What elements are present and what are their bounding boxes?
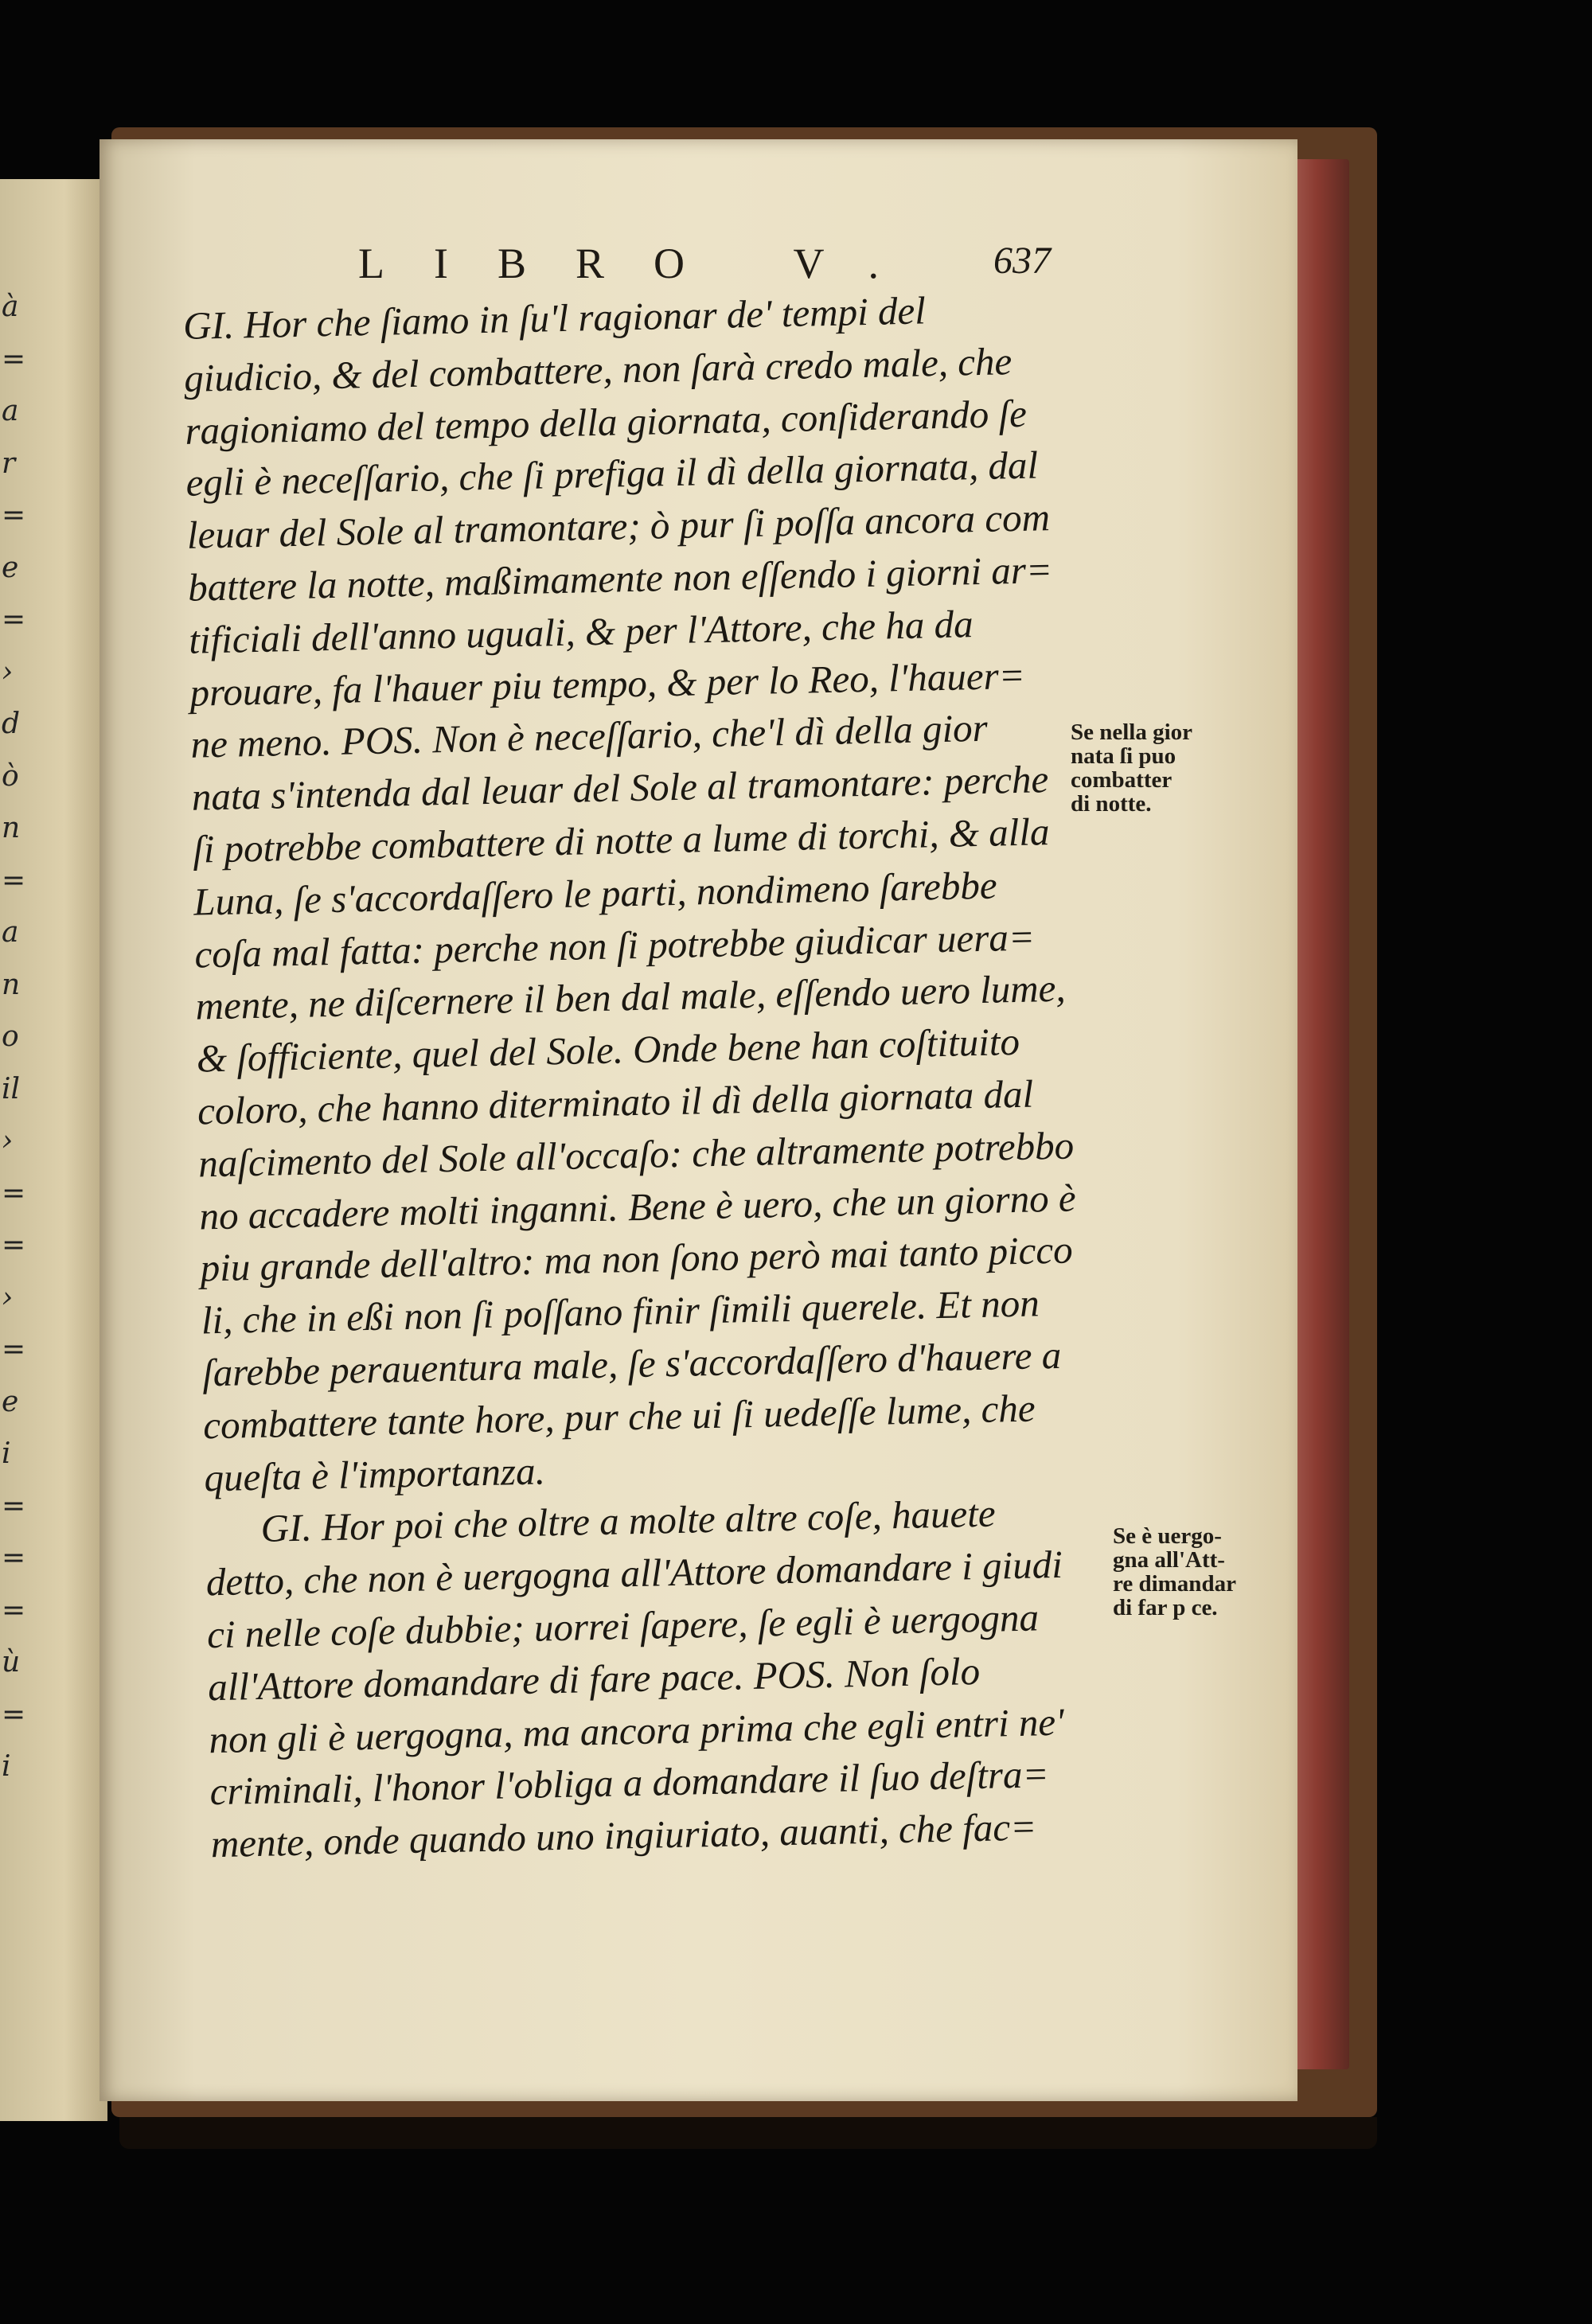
text-line: egli è neceſſario, che ſi prefiga il dì della giornata, dal: [185, 443, 1039, 505]
text-line: prouare, fa l'hauer piu tempo, & per lo Reo, l'hauer=: [189, 653, 1026, 715]
left-edge-glyph: n: [2, 968, 21, 1001]
left-edge-glyph: =: [2, 1229, 26, 1261]
text-line: non gli è uergogna, ma ancora prima che egli entri ne': [208, 1699, 1065, 1761]
text-line: giudicio, & del combattere, non ſarà credo male, che: [183, 338, 1013, 400]
text-line: mente, ne diſcernere il ben dal male, eſſendo uero lume,: [195, 966, 1067, 1028]
text-line: GI. Hor poi che oltre a molte altre coſe, hauete: [260, 1491, 997, 1551]
text-line: coloro, che hanno diterminato il dì della giornata dal: [197, 1071, 1034, 1133]
left-edge-glyph: o: [2, 1020, 19, 1053]
left-edge-glyph: =: [2, 1333, 26, 1366]
text-line: ſarebbe perauentura male, ſe s'accordaſſero d'hauere a: [201, 1332, 1062, 1395]
left-edge-glyph: =: [2, 1698, 26, 1731]
left-edge-glyph: a: [2, 916, 19, 949]
left-edge-glyph: i: [2, 1750, 11, 1783]
margin-note-line: nata ſi puo: [1071, 743, 1176, 769]
text-line: mente, onde quando uno ingiuriato, auanti, che fac=: [210, 1804, 1037, 1866]
running-title: LIBRO V.: [358, 240, 929, 287]
text-line: leuar del Sole al tramontare; ò pur ſi poſſa ancora com: [186, 495, 1051, 558]
text-line: no accadere molti inganni. Bene è uero, che un giorno è: [198, 1175, 1077, 1238]
text-line: all'Attore domandare di fare pace. POS. Non ſolo: [207, 1648, 981, 1709]
margin-note-line: re dimandar: [1113, 1571, 1236, 1597]
left-edge-glyph: il: [2, 1072, 21, 1105]
text-line: detto, che non è uergogna all'Attore domandare i giudi: [205, 1542, 1063, 1605]
left-edge-glyph: =: [2, 342, 26, 376]
text-line: Luna, ſe s'accordaſſero le parti, nondimeno ſarebbe: [193, 863, 998, 924]
text-line: ne meno. POS. Non è neceſſario, che'l dì della gior: [190, 706, 989, 767]
text-line: tificiali dell'anno uguali, & per l'Attore, che ha da: [188, 601, 974, 662]
text-line: li, che in eßi non ſi poſſano finir ſimili querele. Et non: [201, 1281, 1040, 1343]
margin-note-line: combatter: [1071, 767, 1173, 793]
text-line: ci nelle coſe dubbie; uorrei ſapere, ſe egli è uergogna: [206, 1595, 1040, 1657]
left-edge-glyph: =: [2, 1489, 26, 1523]
left-edge-glyph: r: [2, 446, 16, 480]
left-edge-glyph: =: [2, 499, 26, 532]
margin-note: [1113, 1524, 1236, 1620]
text-line: & ſofficiente, quel del Sole. Onde bene han coſtituito: [196, 1020, 1020, 1081]
left-edge-glyph: ò: [2, 759, 19, 793]
left-edge-glyph: e: [2, 551, 19, 584]
page-number: 637: [993, 240, 1051, 282]
text-line: queſta è l'importanza.: [203, 1448, 546, 1499]
text-line: combattere tante hore, pur che ui ſi uedeſſe lume, che: [202, 1386, 1036, 1448]
margin-note: [1071, 720, 1192, 816]
margin-note-line: di notte.: [1071, 791, 1152, 817]
left-edge-glyph: ›: [2, 1281, 14, 1314]
text-line: ragioniamo del tempo della giornata, conſiderando ſe: [184, 391, 1028, 453]
left-edge-glyph: =: [2, 603, 26, 636]
left-edge-glyph: =: [2, 864, 26, 897]
left-edge-glyph: e: [2, 1385, 19, 1418]
left-edge-glyph: à: [2, 290, 19, 323]
left-edge-glyph: ›: [2, 1125, 14, 1157]
body-text: [182, 288, 1091, 1866]
left-edge-glyph: a: [2, 395, 19, 427]
text-line: battere la notte, maßimamente non eſſendo i giorni ar=: [187, 548, 1053, 610]
text-line: ſi potrebbe combattere di notte a lume di torchi, & alla: [192, 809, 1050, 872]
left-edge-glyph: =: [2, 1176, 26, 1210]
left-page-glyphs: [0, 131, 26, 2034]
left-edge-glyph: n: [2, 812, 21, 844]
margin-note-line: gna all'Att-: [1113, 1547, 1225, 1573]
margin-note-line: di far p ce.: [1113, 1595, 1218, 1620]
left-edge-glyph: ù: [2, 1646, 21, 1679]
text-line: piu grande dell'altro: ma non ſono però mai tanto picco: [200, 1227, 1074, 1290]
left-edge-glyph: =: [2, 1593, 26, 1627]
text-line: GI. Hor che ſiamo in ſu'l ragionar de' tempi del: [182, 288, 927, 348]
text-line: coſa mal fatta: perche non ſi potrebbe giudicar uera=: [193, 914, 1036, 977]
margin-note-line: Se è uergo-: [1113, 1523, 1222, 1549]
left-edge-glyph: i: [2, 1437, 11, 1470]
text-line: nata s'intenda dal leuar del Sole al tramontare: perche: [191, 757, 1049, 819]
text-line: naſcimento del Sole all'occaſo: che altramente potrebbo: [197, 1123, 1075, 1186]
left-edge-glyph: d: [2, 708, 21, 740]
book-bottom-edge: [119, 2117, 1377, 2149]
left-edge-glyph: =: [2, 1542, 26, 1574]
text-line: criminali, l'honor l'obliga a domandare il ſuo deſtra=: [209, 1752, 1050, 1814]
margin-note-line: Se nella gior: [1071, 719, 1193, 745]
left-edge-glyph: ›: [2, 655, 14, 688]
